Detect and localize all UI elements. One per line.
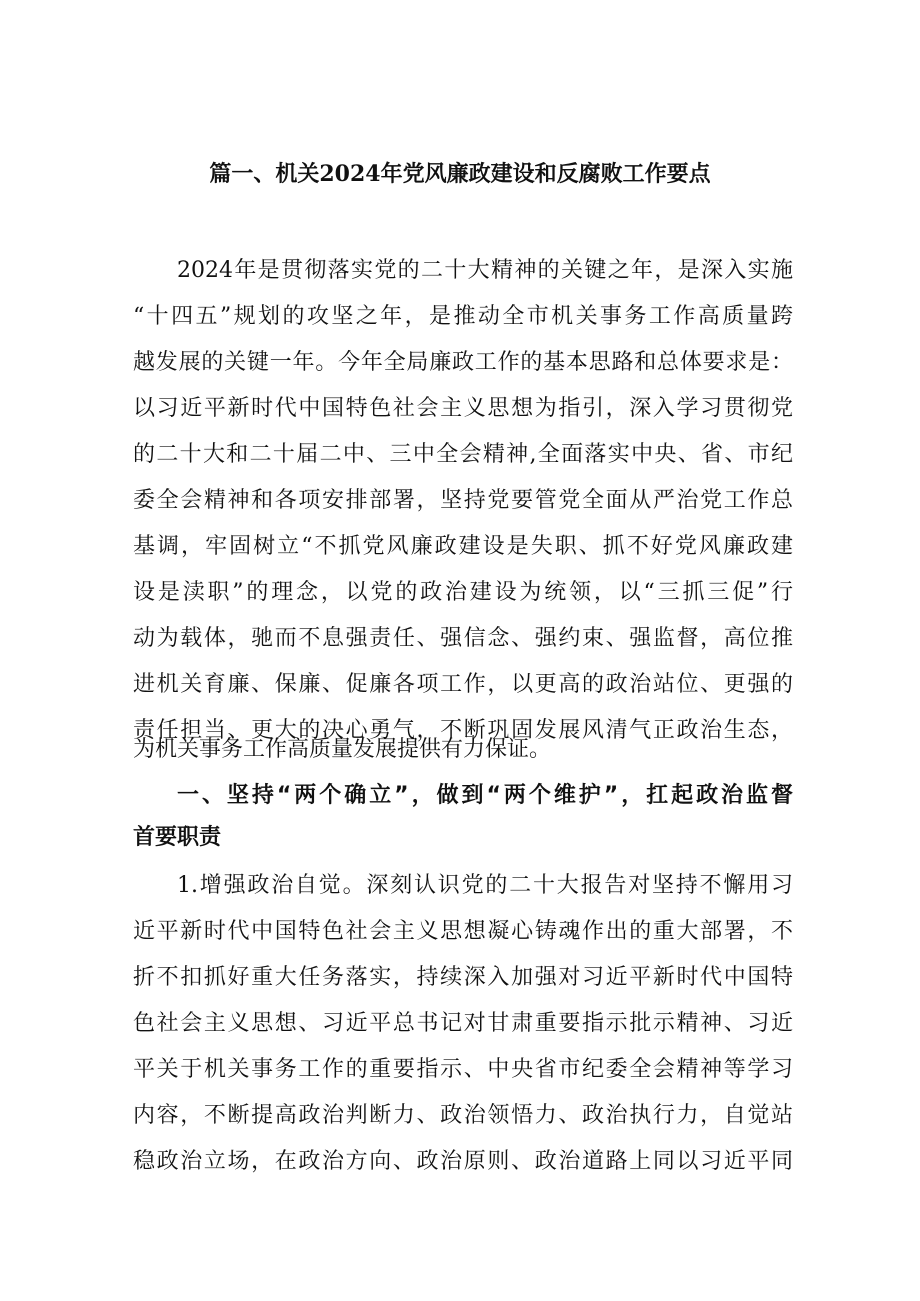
intro-line: 动为载体，驰而不息强责任、强信念、强约束、强监督，高位推 [133, 626, 793, 651]
item-line: 内容，不断提高政治判断力、政治领悟力、政治执行力，自觉站 [133, 1103, 793, 1128]
intro-line: 为机关事务工作高质量发展提供有力保证。 [133, 737, 552, 762]
intro-line: 以习近平新时代中国特色社会主义思想为指引，深入学习贯彻党 [133, 396, 793, 421]
section-heading: 一、坚持“两个确立”，做到“两个维护”，扛起政治监督 [177, 783, 793, 808]
intro-line: 基调，牢固树立“不抓党风廉政建设是失职、抓不好党风廉政建 [133, 534, 793, 559]
item-line: 折不扣抓好重大任务落实，持续深入加强对习近平新时代中国特 [133, 965, 793, 990]
intro-line: 2024年是贯彻落实党的二十大精神的关键之年，是深入实施 [177, 258, 793, 283]
item-line: 1.增强政治自觉。深刻认识党的二十大报告对坚持不懈用习 [177, 873, 793, 898]
item-line: 近平新时代中国特色社会主义思想凝心铸魂作出的重大部署，不 [133, 919, 793, 944]
intro-line: 委全会精神和各项安排部署，坚持党要管党全面从严治党工作总 [133, 488, 793, 513]
intro-line: 进机关育廉、保廉、促廉各项工作，以更高的政治站位、更强的 [133, 672, 793, 697]
intro-line: 越发展的关键一年。今年全局廉政工作的基本思路和总体要求是： [133, 350, 793, 375]
intro-line: “十四五”规划的攻坚之年，是推动全市机关事务工作高质量跨 [133, 304, 793, 329]
item-line: 稳政治立场，在政治方向、政治原则、政治道路上同以习近平同 [133, 1149, 793, 1174]
item-line: 色社会主义思想、习近平总书记对甘肃重要指示批示精神、习近 [133, 1011, 793, 1036]
section-heading: 首要职责 [133, 825, 222, 850]
intro-line: 设是渎职”的理念，以党的政治建设为统领，以“三抓三促”行 [133, 580, 793, 605]
item-line: 平关于机关事务工作的重要指示、中央省市纪委全会精神等学习 [133, 1057, 793, 1082]
document-title: 篇一、机关2024年党风廉政建设和反腐败工作要点 [209, 161, 711, 187]
intro-line: 的二十大和二十届二中、三中全会精神,全面落实中央、省、市纪 [133, 442, 793, 467]
intro-line: 责任担当、更大的决心勇气，不断巩固发展风清气正政治生态， [133, 718, 793, 743]
